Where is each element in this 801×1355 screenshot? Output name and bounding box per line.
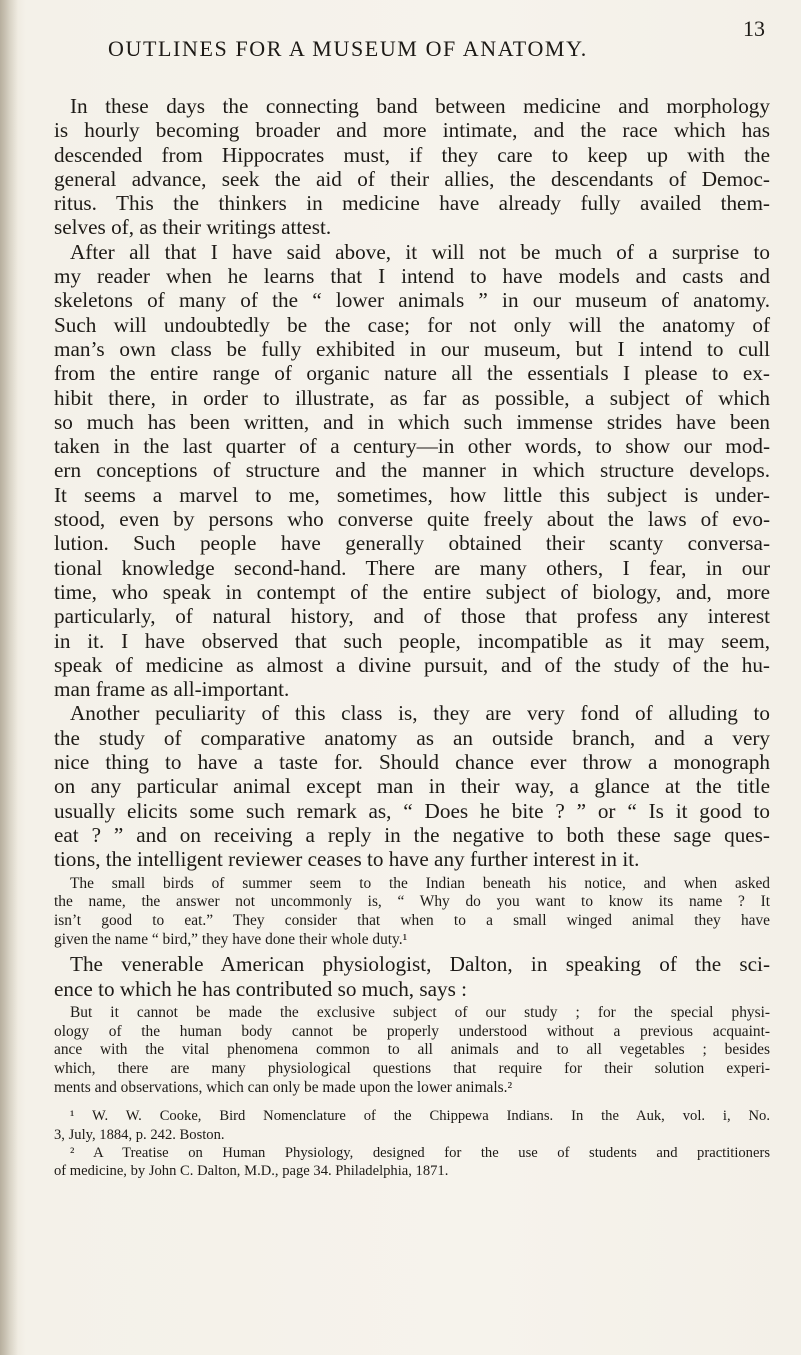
text-line: so much has been written, and in which such immense strides have been <box>54 409 770 434</box>
text-line: ern conceptions of structure and the manner in which structure develops. <box>54 458 770 483</box>
text-line: Another peculiarity of this class is, they are very fond of alluding to <box>70 701 770 726</box>
paragraph-1 <box>54 94 770 240</box>
text-line: After all that I have said above, it will not be much of a surprise to <box>70 239 770 264</box>
footnote-line: ¹ W. W. Cooke, Bird Nomenclature of the Chippewa Indians. In the Auk, vol. i, No. <box>70 1108 770 1125</box>
text-line: man’s own class be fully exhibited in our museum, but I intend to cull <box>54 336 770 361</box>
body-text <box>54 94 770 1181</box>
quote-line: which, there are many physiological questions that require for their solution experi- <box>54 1059 770 1077</box>
text-line: tional knowledge second-hand. There are many others, I fear, in our <box>54 555 770 580</box>
text-line: is hourly becoming broader and more intimate, and the race which has <box>54 118 770 143</box>
text-line: The venerable American physiologist, Dalton, in speaking of the sci- <box>70 952 770 977</box>
text-line: In these days the connecting band between medicine and morphology <box>70 94 770 118</box>
text-line: Such will undoubtedly be the case; for not only will the anatomy of <box>54 312 770 337</box>
running-head <box>0 16 801 61</box>
text-line: tions, the intelligent reviewer ceases to have any further interest in it. <box>54 847 640 872</box>
small-text-line: the name, the answer not uncommonly is, “ Why do you want to know its name ? It <box>54 893 770 911</box>
text-line: usually elicits some such remark as, “ Does he bite ? ” or “ Is it good to <box>54 798 770 823</box>
footnote-line: ² A Treatise on Human Physiology, designed for the use of students and practitioners <box>70 1145 770 1162</box>
text-line: ritus. This the thinkers in medicine have already fully availed them- <box>54 191 770 216</box>
text-line: descended from Hippocrates must, if they care to keep up with the <box>54 142 770 167</box>
text-line: lution. Such people have generally obtained their scanty conversa- <box>54 531 770 556</box>
text-line: my reader when he learns that I intend to have models and casts and <box>54 264 770 289</box>
small-text-line: isn’t good to eat.” They consider that when to a small winged animal they have <box>54 911 770 929</box>
page-number: 13 <box>743 16 765 41</box>
text-line: in it. I have observed that such people, incompatible as it may seem, <box>54 628 770 653</box>
text-line: ence to which he has contributed so much, says : <box>54 976 468 1001</box>
text-line: taken in the last quarter of a century—in other words, to show our mod- <box>54 434 770 459</box>
text-line: hibit there, in order to illustrate, as far as possible, a subject of which <box>54 385 770 410</box>
footnote-line: 3, July, 1884, p. 242. Boston. <box>54 1126 225 1143</box>
paragraph-3 <box>54 701 770 871</box>
text-line: skeletons of many of the “ lower animals ” in our museum of anatomy. <box>54 288 770 313</box>
text-line: the study of comparative anatomy as an outside branch, and a very <box>54 725 770 750</box>
text-line: general advance, seek the aid of their allies, the descendants of Democ- <box>54 166 770 191</box>
spine-shadow <box>0 0 18 1355</box>
quote-line: ments and observations, which can only be made upon the lower animals.² <box>54 1078 513 1096</box>
text-line: on any particular animal except man in their way, a glance at the title <box>54 774 770 799</box>
text-line: from the entire range of organic nature all the essentials I please to ex- <box>54 361 770 386</box>
quote-line: ology of the human body cannot be properly understood without a previous acquaint- <box>54 1022 770 1040</box>
text-line: particularly, of natural history, and of those that profess any interest <box>54 604 770 629</box>
small-text-line: The small birds of summer seem to the Indian beneath his notice, and when asked <box>70 874 770 892</box>
text-line: time, who speak in contempt of the entire subject of biology, and, more <box>54 579 770 604</box>
block-quotation <box>54 1004 770 1097</box>
text-line: eat ? ” and on receiving a reply in the negative to both these sage ques- <box>54 822 770 847</box>
small-paragraph <box>54 875 770 950</box>
running-title: OUTLINES FOR A MUSEUM OF ANATOMY. <box>108 36 588 61</box>
footnotes <box>54 1107 770 1181</box>
text-line: selves of, as their writings attest. <box>54 215 332 240</box>
text-line: It seems a marvel to me, sometimes, how little this subject is under- <box>54 482 770 507</box>
paragraph-4 <box>54 952 770 1001</box>
quote-line: ance with the vital phenomena common to all animals and to all vegetables ; besides <box>54 1041 770 1059</box>
text-line: nice thing to have a taste for. Should chance ever throw a monograph <box>54 750 770 775</box>
small-text-line: given the name “ bird,” they have done their whole duty.¹ <box>54 930 408 948</box>
text-line: stood, even by persons who converse quite freely about the laws of evo- <box>54 507 770 532</box>
text-line: speak of medicine as almost a divine pursuit, and of the study of the hu- <box>54 652 770 677</box>
quote-line: But it cannot be made the exclusive subject of our study ; for the special physi- <box>70 1003 770 1021</box>
paragraph-2 <box>54 240 770 702</box>
footnote-line: of medicine, by John C. Dalton, M.D., page 34. Philadelphia, 1871. <box>54 1163 449 1180</box>
text-line: man frame as all-important. <box>54 677 290 702</box>
